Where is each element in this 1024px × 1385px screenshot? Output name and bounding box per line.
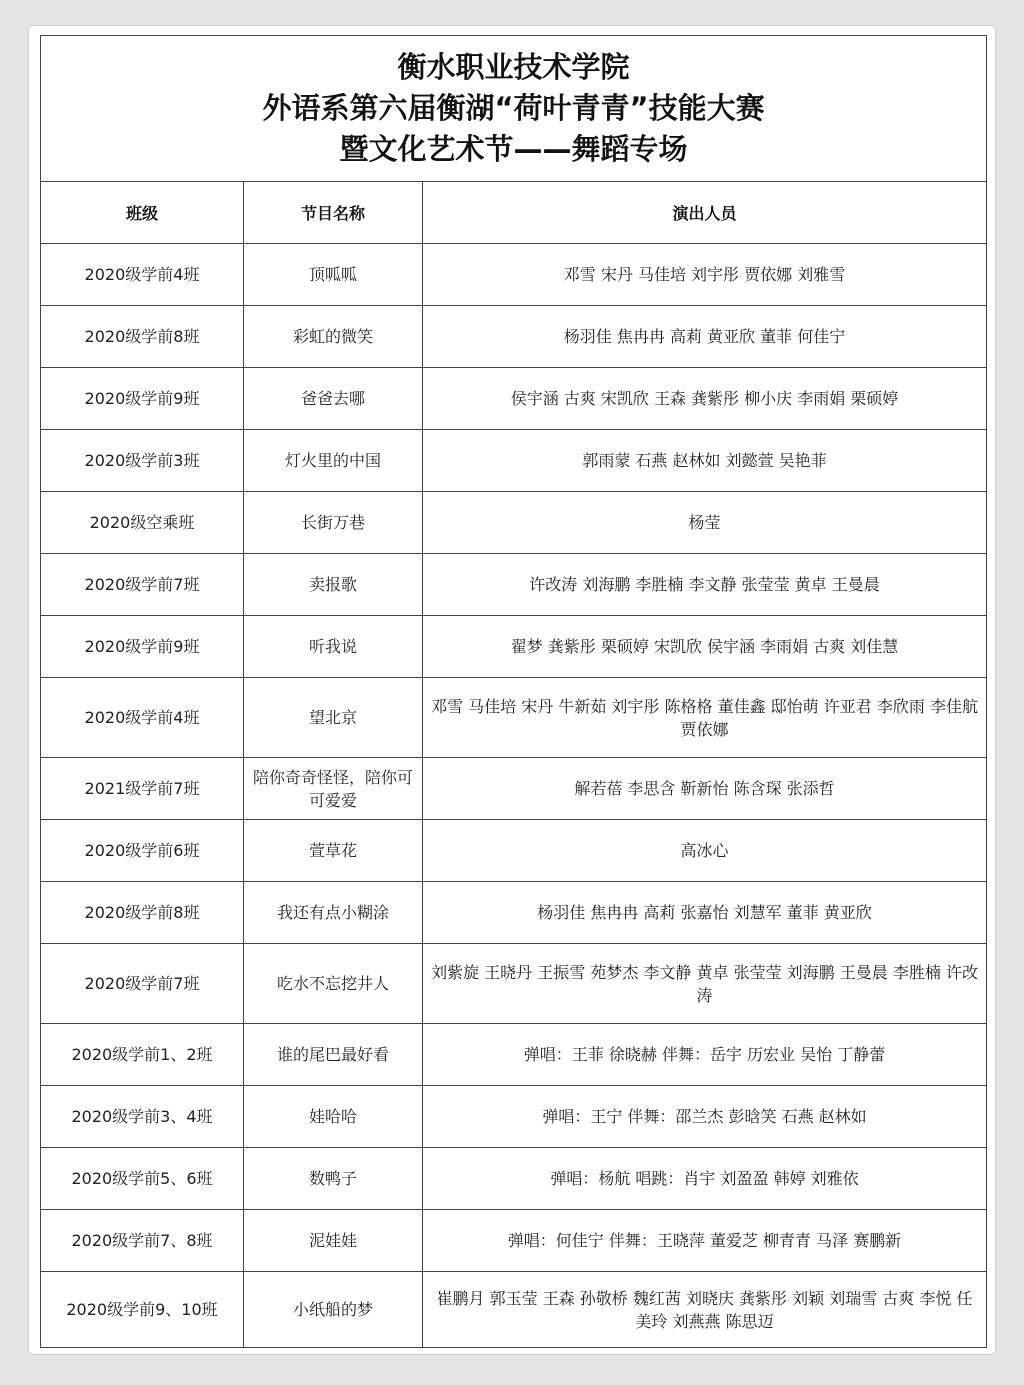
- class-cell: 2020级学前1、2班: [41, 1024, 244, 1086]
- table-row: [41, 244, 987, 306]
- document-title: [41, 36, 987, 182]
- performers-cell: 许改涛 刘海鹏 李胜楠 李文静 张莹莹 黄卓 王曼晨: [423, 554, 987, 616]
- title-line-1: 衡水职业技术学院: [397, 50, 630, 84]
- performers-cell: 高冰心: [423, 820, 987, 882]
- header-program: 节目名称: [244, 182, 423, 244]
- program-cell: 卖报歌: [244, 554, 423, 616]
- performers-cell: 邓雪 马佳培 宋丹 牛新茹 刘宇彤 陈格格 董佳鑫 邸怡萌 许亚君 李欣雨 李佳航 贾依娜: [423, 678, 987, 758]
- class-cell: 2021级学前7班: [41, 758, 244, 820]
- table-row: [41, 678, 987, 758]
- table-row: [41, 1210, 987, 1272]
- table-row: [41, 944, 987, 1024]
- performers-cell: 解若蓓 李思含 靳新怡 陈含琛 张添哲: [423, 758, 987, 820]
- performance-table: [40, 35, 987, 1348]
- title-line-3: 暨文化艺术节——舞蹈专场: [339, 132, 688, 166]
- performers-cell: 邓雪 宋丹 马佳培 刘宇彤 贾依娜 刘雅雪: [423, 244, 987, 306]
- performers-cell: 崔鹏月 郭玉莹 王森 孙敬桥 魏红茜 刘晓庆 龚紫彤 刘颖 刘瑞雪 古爽 李悦 任美玲 刘燕燕 陈思迈: [423, 1272, 987, 1348]
- class-cell: 2020级学前7班: [41, 944, 244, 1024]
- class-cell: 2020级学前7班: [41, 554, 244, 616]
- class-cell: 2020级学前3、4班: [41, 1086, 244, 1148]
- table-row: [41, 820, 987, 882]
- class-cell: 2020级学前3班: [41, 430, 244, 492]
- performers-cell: 翟梦 龚紫彤 栗硕婷 宋凯欣 侯宇涵 李雨娟 古爽 刘佳慧: [423, 616, 987, 678]
- header-performers: 演出人员: [423, 182, 987, 244]
- table-row: [41, 1272, 987, 1348]
- table-row: [41, 1148, 987, 1210]
- table-row: [41, 554, 987, 616]
- performers-cell: 弹唱：王宁 伴舞：邵兰杰 彭晗笑 石燕 赵林如: [423, 1086, 987, 1148]
- class-cell: 2020级学前4班: [41, 678, 244, 758]
- class-cell: 2020级学前9、10班: [41, 1272, 244, 1348]
- program-cell: 长街万巷: [244, 492, 423, 554]
- class-cell: 2020级学前8班: [41, 306, 244, 368]
- performers-cell: 弹唱：杨航 唱跳：肖宇 刘盈盈 韩婷 刘雅依: [423, 1148, 987, 1210]
- table-row: [41, 306, 987, 368]
- document-sheet: [28, 25, 996, 1355]
- program-cell: 泥娃娃: [244, 1210, 423, 1272]
- class-cell: 2020级学前7、8班: [41, 1210, 244, 1272]
- table-row: [41, 430, 987, 492]
- table-row: [41, 882, 987, 944]
- performers-cell: 弹唱：何佳宁 伴舞：王晓萍 董爱芝 柳青青 马泽 赛鹏新: [423, 1210, 987, 1272]
- class-cell: 2020级空乘班: [41, 492, 244, 554]
- class-cell: 2020级学前9班: [41, 616, 244, 678]
- program-cell: 彩虹的微笑: [244, 306, 423, 368]
- table-row: [41, 492, 987, 554]
- performers-cell: 弹唱：王菲 徐晓赫 伴舞：岳宇 历宏业 吴怡 丁静蕾: [423, 1024, 987, 1086]
- title-row: [41, 36, 987, 182]
- performers-cell: 刘紫旋 王晓丹 王振雪 苑梦杰 李文静 黄卓 张莹莹 刘海鹏 王曼晨 李胜楠 许改涛: [423, 944, 987, 1024]
- performers-cell: 杨羽佳 焦冉冉 高莉 黄亚欣 董菲 何佳宁: [423, 306, 987, 368]
- table-row: [41, 616, 987, 678]
- program-cell: 爸爸去哪: [244, 368, 423, 430]
- program-cell: 数鸭子: [244, 1148, 423, 1210]
- table-row: [41, 368, 987, 430]
- class-cell: 2020级学前9班: [41, 368, 244, 430]
- program-cell: 娃哈哈: [244, 1086, 423, 1148]
- program-cell: 我还有点小糊涂: [244, 882, 423, 944]
- program-cell: 吃水不忘挖井人: [244, 944, 423, 1024]
- program-cell: 灯火里的中国: [244, 430, 423, 492]
- performers-cell: 侯宇涵 古爽 宋凯欣 王森 龚紫彤 柳小庆 李雨娟 栗硕婷: [423, 368, 987, 430]
- class-cell: 2020级学前6班: [41, 820, 244, 882]
- program-cell: 小纸船的梦: [244, 1272, 423, 1348]
- program-cell: 望北京: [244, 678, 423, 758]
- table-row: [41, 1086, 987, 1148]
- performers-cell: 杨莹: [423, 492, 987, 554]
- performers-cell: 杨羽佳 焦冉冉 高莉 张嘉怡 刘慧军 董菲 黄亚欣: [423, 882, 987, 944]
- program-cell: 谁的尾巴最好看: [244, 1024, 423, 1086]
- performers-cell: 郭雨蒙 石燕 赵林如 刘懿萱 吴艳菲: [423, 430, 987, 492]
- class-cell: 2020级学前4班: [41, 244, 244, 306]
- header-class: 班级: [41, 182, 244, 244]
- table-row: [41, 758, 987, 820]
- program-cell: 萱草花: [244, 820, 423, 882]
- class-cell: 2020级学前5、6班: [41, 1148, 244, 1210]
- program-cell: 顶呱呱: [244, 244, 423, 306]
- table-row: [41, 1024, 987, 1086]
- title-line-2: 外语系第六届衡湖“荷叶青青”技能大赛: [262, 91, 765, 125]
- class-cell: 2020级学前8班: [41, 882, 244, 944]
- program-cell: 陪你奇奇怪怪，陪你可可爱爱: [244, 758, 423, 820]
- program-cell: 听我说: [244, 616, 423, 678]
- header-row: [41, 182, 987, 244]
